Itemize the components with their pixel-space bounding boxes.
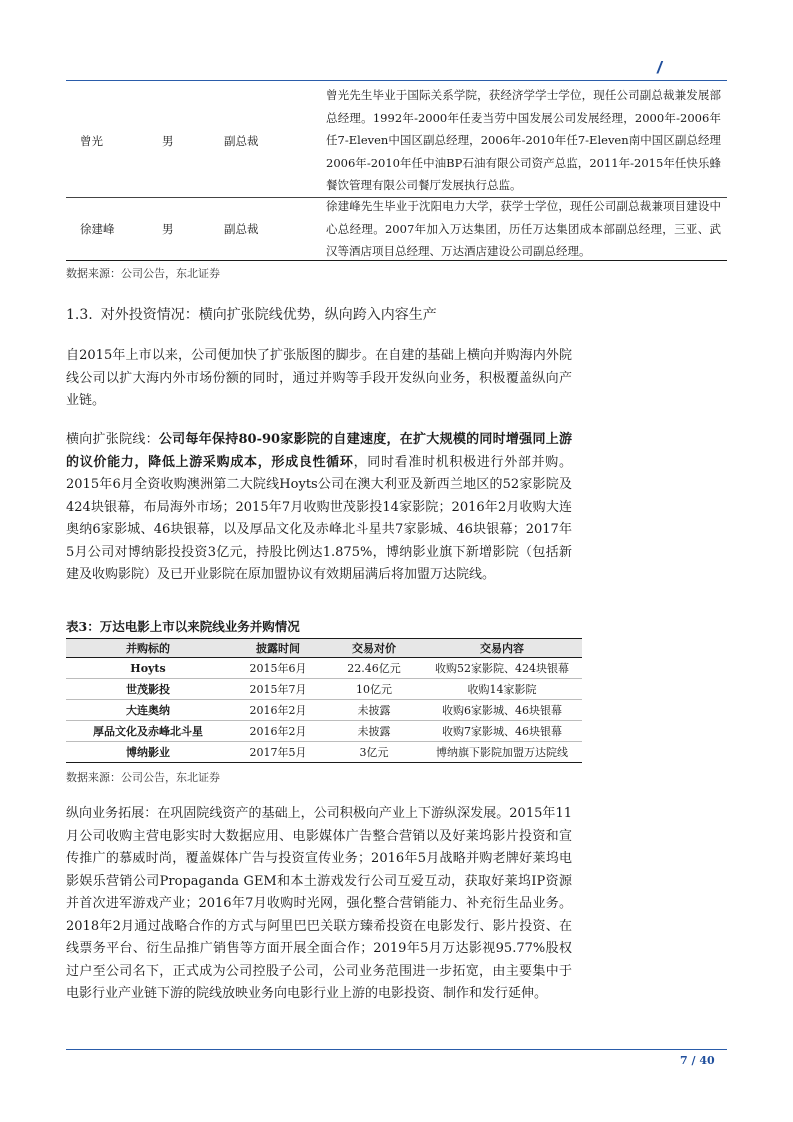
intro-paragraph: 自2015年上市以来，公司便加快了扩张版图的脚步。在自建的基础上横向并购海内外院线公司以扩大海内外市场份额的同时，通过并购等手段开发纵向业务，积极覆盖纵向产业链。 (66, 348, 572, 408)
exec-name: 曾光 (80, 133, 103, 148)
deal-content: 收购6家影城、46块银幕 (422, 700, 582, 721)
deal-date: 2015年7月 (230, 679, 326, 700)
exec-name: 徐建峰 (80, 222, 115, 236)
table-row (66, 742, 582, 763)
deal-date: 2016年2月 (230, 721, 326, 742)
table-row (66, 721, 582, 742)
paragraph-label: 横向扩张院线： (66, 432, 159, 447)
deal-target: 博纳影业 (66, 742, 230, 763)
exec-bio: 徐建峰先生毕业于沈阳电力大学，获学士学位，现任公司副总裁兼项目建设中心总经理。2007年加入万达集团，历任万达集团成本部副总经理，三亚、武汉等酒店项目总经理、万达酒店建设公司副总经理。 (326, 199, 721, 259)
deal-target: 大连奥纳 (66, 700, 230, 721)
exec-table-source: 数据来源：公司公告，东北证券 (66, 267, 220, 280)
header-logo-mark: / (657, 58, 662, 77)
deal-price: 10亿元 (326, 679, 422, 700)
deal-date: 2017年5月 (230, 742, 326, 763)
table-row (66, 700, 582, 721)
paragraph-bold-emphasis: 公司每年保持80-90家影院的自建速度，在扩大规模的同时增强同上游的议价能力，降低上游采购成本，形成良性循环 (66, 432, 572, 470)
exec-title: 副总裁 (224, 133, 259, 148)
deal-price: 3亿元 (326, 742, 422, 763)
exec-title: 副总裁 (224, 222, 259, 236)
executive-table (66, 84, 727, 261)
column-header: 披露时间 (230, 639, 326, 658)
section-heading (66, 304, 437, 324)
deal-target: 世茂影投 (66, 679, 230, 700)
horizontal-expansion-paragraph (66, 429, 572, 587)
exec-gender: 男 (162, 133, 174, 148)
footer-divider (66, 1049, 727, 1050)
table-header-row (66, 639, 582, 658)
deal-content: 收购14家影院 (422, 679, 582, 700)
section-title: 对外投资情况：横向扩张院线优势，纵向跨入内容生产 (100, 307, 437, 323)
deal-target: Hoyts (66, 658, 230, 679)
deal-price: 22.46亿元 (326, 658, 422, 679)
table-row (66, 679, 582, 700)
deal-date: 2015年6月 (230, 658, 326, 679)
deal-table (66, 638, 582, 763)
deal-content: 收购52家影院、424块银幕 (422, 658, 582, 679)
table-row (66, 84, 727, 198)
table-row (66, 198, 727, 261)
deal-content: 收购7家影城、46块银幕 (422, 721, 582, 742)
deal-table-title: 表3：万达电影上市以来院线业务并购情况 (66, 619, 300, 634)
paragraph-body: ，同时看准时机积极进行外部并购。2015年6月全资收购澳洲第二大院线Hoyts公司在澳大利亚及新西兰地区的52家影院及424块银幕，布局海外市场；2015年7月收购世茂影投14家影院；2016年2月收购大连奥纳6家影城、46块银幕，以及厚品文化及赤峰北斗星共7家影城、46块银幕；2017年5月公司对博纳影投投资3亿元，持股比例达1.875%，博纳影业旗下新增影院（包括新建及收购影院）及已开业影院在原加盟协议有效期届满后将加盟万达院线。 (66, 454, 572, 582)
table-row (66, 658, 582, 679)
exec-gender: 男 (162, 222, 174, 236)
column-header: 并购标的 (66, 639, 230, 658)
deal-price: 未披露 (326, 721, 422, 742)
section-number: 1.3. (66, 307, 93, 323)
deal-content: 博纳旗下影院加盟万达院线 (422, 742, 582, 763)
page-number: 7 / 40 (680, 1054, 715, 1067)
vertical-expansion-paragraph: 纵向业务拓展：在巩固院线资产的基础上，公司积极向产业上下游纵深发展。2015年11月公司收购主营电影实时大数据应用、电影媒体广告整合营销以及好莱坞影片投资和宣传推广的慕威时尚，覆盖媒体广告与投资宣传业务；2016年5月战略并购老牌好莱坞电影娱乐营销公司Propaganda GEM和本土游戏发行公司互爱互动，获取好莱坞IP资源并首次进军游戏产业；2016年7月收购时光网，强化整合营销能力、补充衍生品业务。2018年2月通过战略合作的方式与阿里巴巴关联方臻希投资在电影发行、影片投资、在线票务平台、衍生品推广销售等方面开展全面合作；2019年5月万达影视95.77%股权过户至公司名下，正式成为公司控股子公司，公司业务范围进一步拓宽，由主要集中于电影行业产业链下游的院线放映业务向电影行业上游的电影投资、制作和发行延伸。 (66, 806, 572, 1001)
column-header: 交易对价 (326, 639, 422, 658)
deal-target: 厚品文化及赤峰北斗星 (66, 721, 230, 742)
deal-table-source: 数据来源：公司公告，东北证券 (66, 771, 220, 784)
deal-date: 2016年2月 (230, 700, 326, 721)
exec-bio: 曾光先生毕业于国际关系学院，获经济学学士学位，现任公司副总裁兼发展部总经理。1992年-2000年任麦当劳中国发展公司发展经理，2000年-2006年任7-Eleven中国区副总经理，2006年-2010年任7-Eleven南中国区副总经理2006年-2010年任中油BP石油有限公司资产总监，2011年-2015年任快乐蜂餐饮管理有限公司餐厅发展执行总监。 (326, 88, 721, 193)
column-header: 交易内容 (422, 639, 582, 658)
deal-price: 未披露 (326, 700, 422, 721)
